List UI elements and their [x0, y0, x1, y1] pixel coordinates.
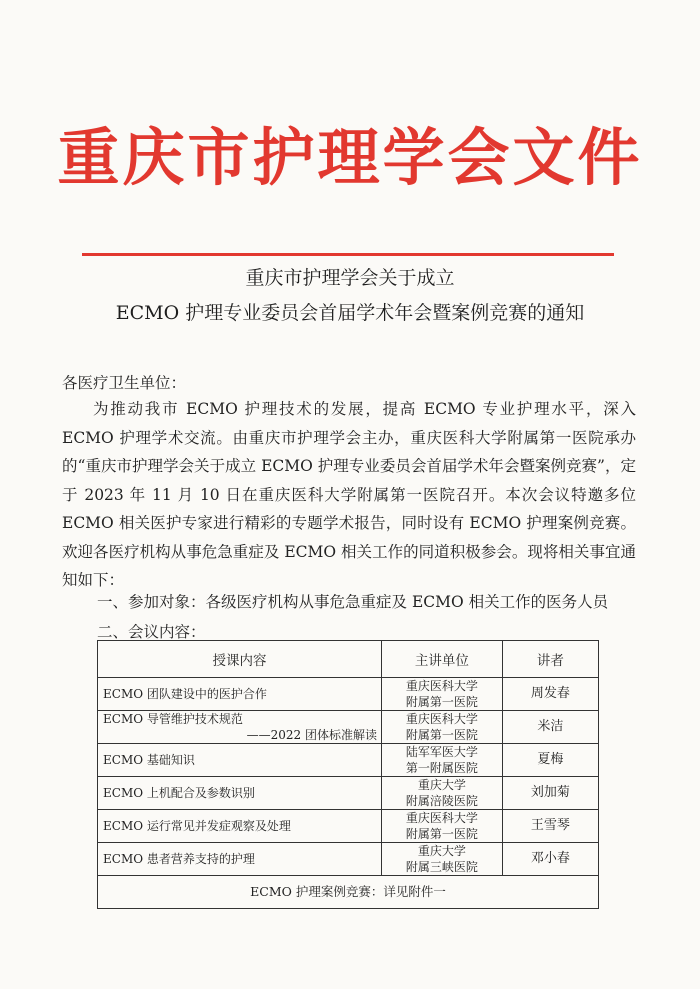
unit-line2: 附属第一医院 [405, 695, 478, 709]
topic-text: ECMO 基础知识 [103, 753, 195, 767]
header-speaker: 讲者 [502, 641, 598, 678]
item-participants [97, 590, 608, 612]
table-footer-row [98, 876, 599, 909]
row-unit [381, 843, 502, 876]
unit-line1: 重庆医科大学 [405, 712, 478, 726]
row-topic [98, 810, 382, 843]
row-speaker: 米洁 [502, 711, 598, 744]
unit-line1: 陆军军医大学 [405, 745, 478, 759]
schedule-table [97, 640, 599, 909]
row-speaker: 王雪琴 [502, 810, 598, 843]
row-unit [381, 810, 502, 843]
topic-text: ECMO 团队建设中的医护合作 [103, 687, 267, 701]
row-speaker: 夏梅 [502, 744, 598, 777]
row-speaker: 刘加菊 [502, 777, 598, 810]
topic-text: ECMO 运行常见并发症观察及处理 [103, 819, 291, 833]
row-topic [98, 843, 382, 876]
topic-text: ECMO 上机配合及参数识别 [103, 786, 255, 800]
row-unit [381, 711, 502, 744]
unit-line2: 附属三峡医院 [405, 860, 478, 874]
notice-title-line2: ECMO 护理专业委员会首届学术年会暨案例竞赛的通知 [115, 302, 585, 324]
table-row [98, 810, 599, 843]
body-paragraph: 为推动我市 ECMO 护理技术的发展，提高 ECMO 专业护理水平，深入 ECMO 护理学术交流。由重庆市护理学会主办，重庆医科大学附属第一医院承办的“重庆市护理学会关于成立 ECMO 护理专业委员会首届学术年会暨案例竞赛”，定于 2023 年 11 月 10 日在重庆医科大学附属第一医院召开。本次会议特邀多位 ECMO 相关医护专家进行精彩的专题学术报告，同时设有 ECMO 护理案例竞赛。欢迎各医疗机构从事危急重症及 ECMO 相关工作的同道积极参会。现将相关事宜通知如下： [62, 400, 636, 589]
row-unit [381, 744, 502, 777]
topic-text: ECMO 患者营养支持的护理 [103, 852, 255, 866]
row-topic [98, 744, 382, 777]
row-unit [381, 777, 502, 810]
unit-line1: 重庆大学 [417, 778, 466, 792]
topic-subtitle: ——2022 团体标准解读 [246, 728, 377, 742]
case-competition-note: ECMO 护理案例竞赛：详见附件一 [98, 876, 599, 909]
unit-line2: 附属第一医院 [405, 827, 478, 841]
item2-label: 二、会议内容： [97, 623, 206, 641]
header-unit: 主讲单位 [381, 641, 502, 678]
table-row [98, 744, 599, 777]
row-topic [98, 711, 382, 744]
row-speaker: 邓小春 [502, 843, 598, 876]
item1-label: 一、参加对象： [97, 593, 206, 611]
unit-line2: 附属涪陵医院 [405, 794, 478, 808]
table-row [98, 678, 599, 711]
red-divider-line [82, 253, 614, 256]
unit-line1: 重庆医科大学 [405, 811, 478, 825]
table-row [98, 711, 599, 744]
unit-line2: 附属第一医院 [405, 728, 478, 742]
table-row [98, 777, 599, 810]
table-row [98, 843, 599, 876]
row-speaker: 周发春 [502, 678, 598, 711]
item-meeting-content [97, 620, 206, 642]
unit-line2: 第一附属医院 [405, 761, 478, 775]
topic-text: ECMO 导管维护技术规范 [103, 712, 243, 726]
unit-line1: 重庆大学 [417, 844, 466, 858]
salutation: 各医疗卫生单位： [62, 374, 187, 392]
row-topic [98, 678, 382, 711]
row-topic [98, 777, 382, 810]
document-masthead: 重庆市护理学会文件 [57, 121, 643, 194]
item1-text: 各级医疗机构从事危急重症及 ECMO 相关工作的医务人员 [205, 593, 609, 611]
row-unit [381, 678, 502, 711]
header-topic: 授课内容 [98, 641, 382, 678]
unit-line1: 重庆医科大学 [405, 679, 478, 693]
table-header-row [98, 641, 599, 678]
notice-title-line1: 重庆市护理学会关于成立 [245, 267, 455, 289]
